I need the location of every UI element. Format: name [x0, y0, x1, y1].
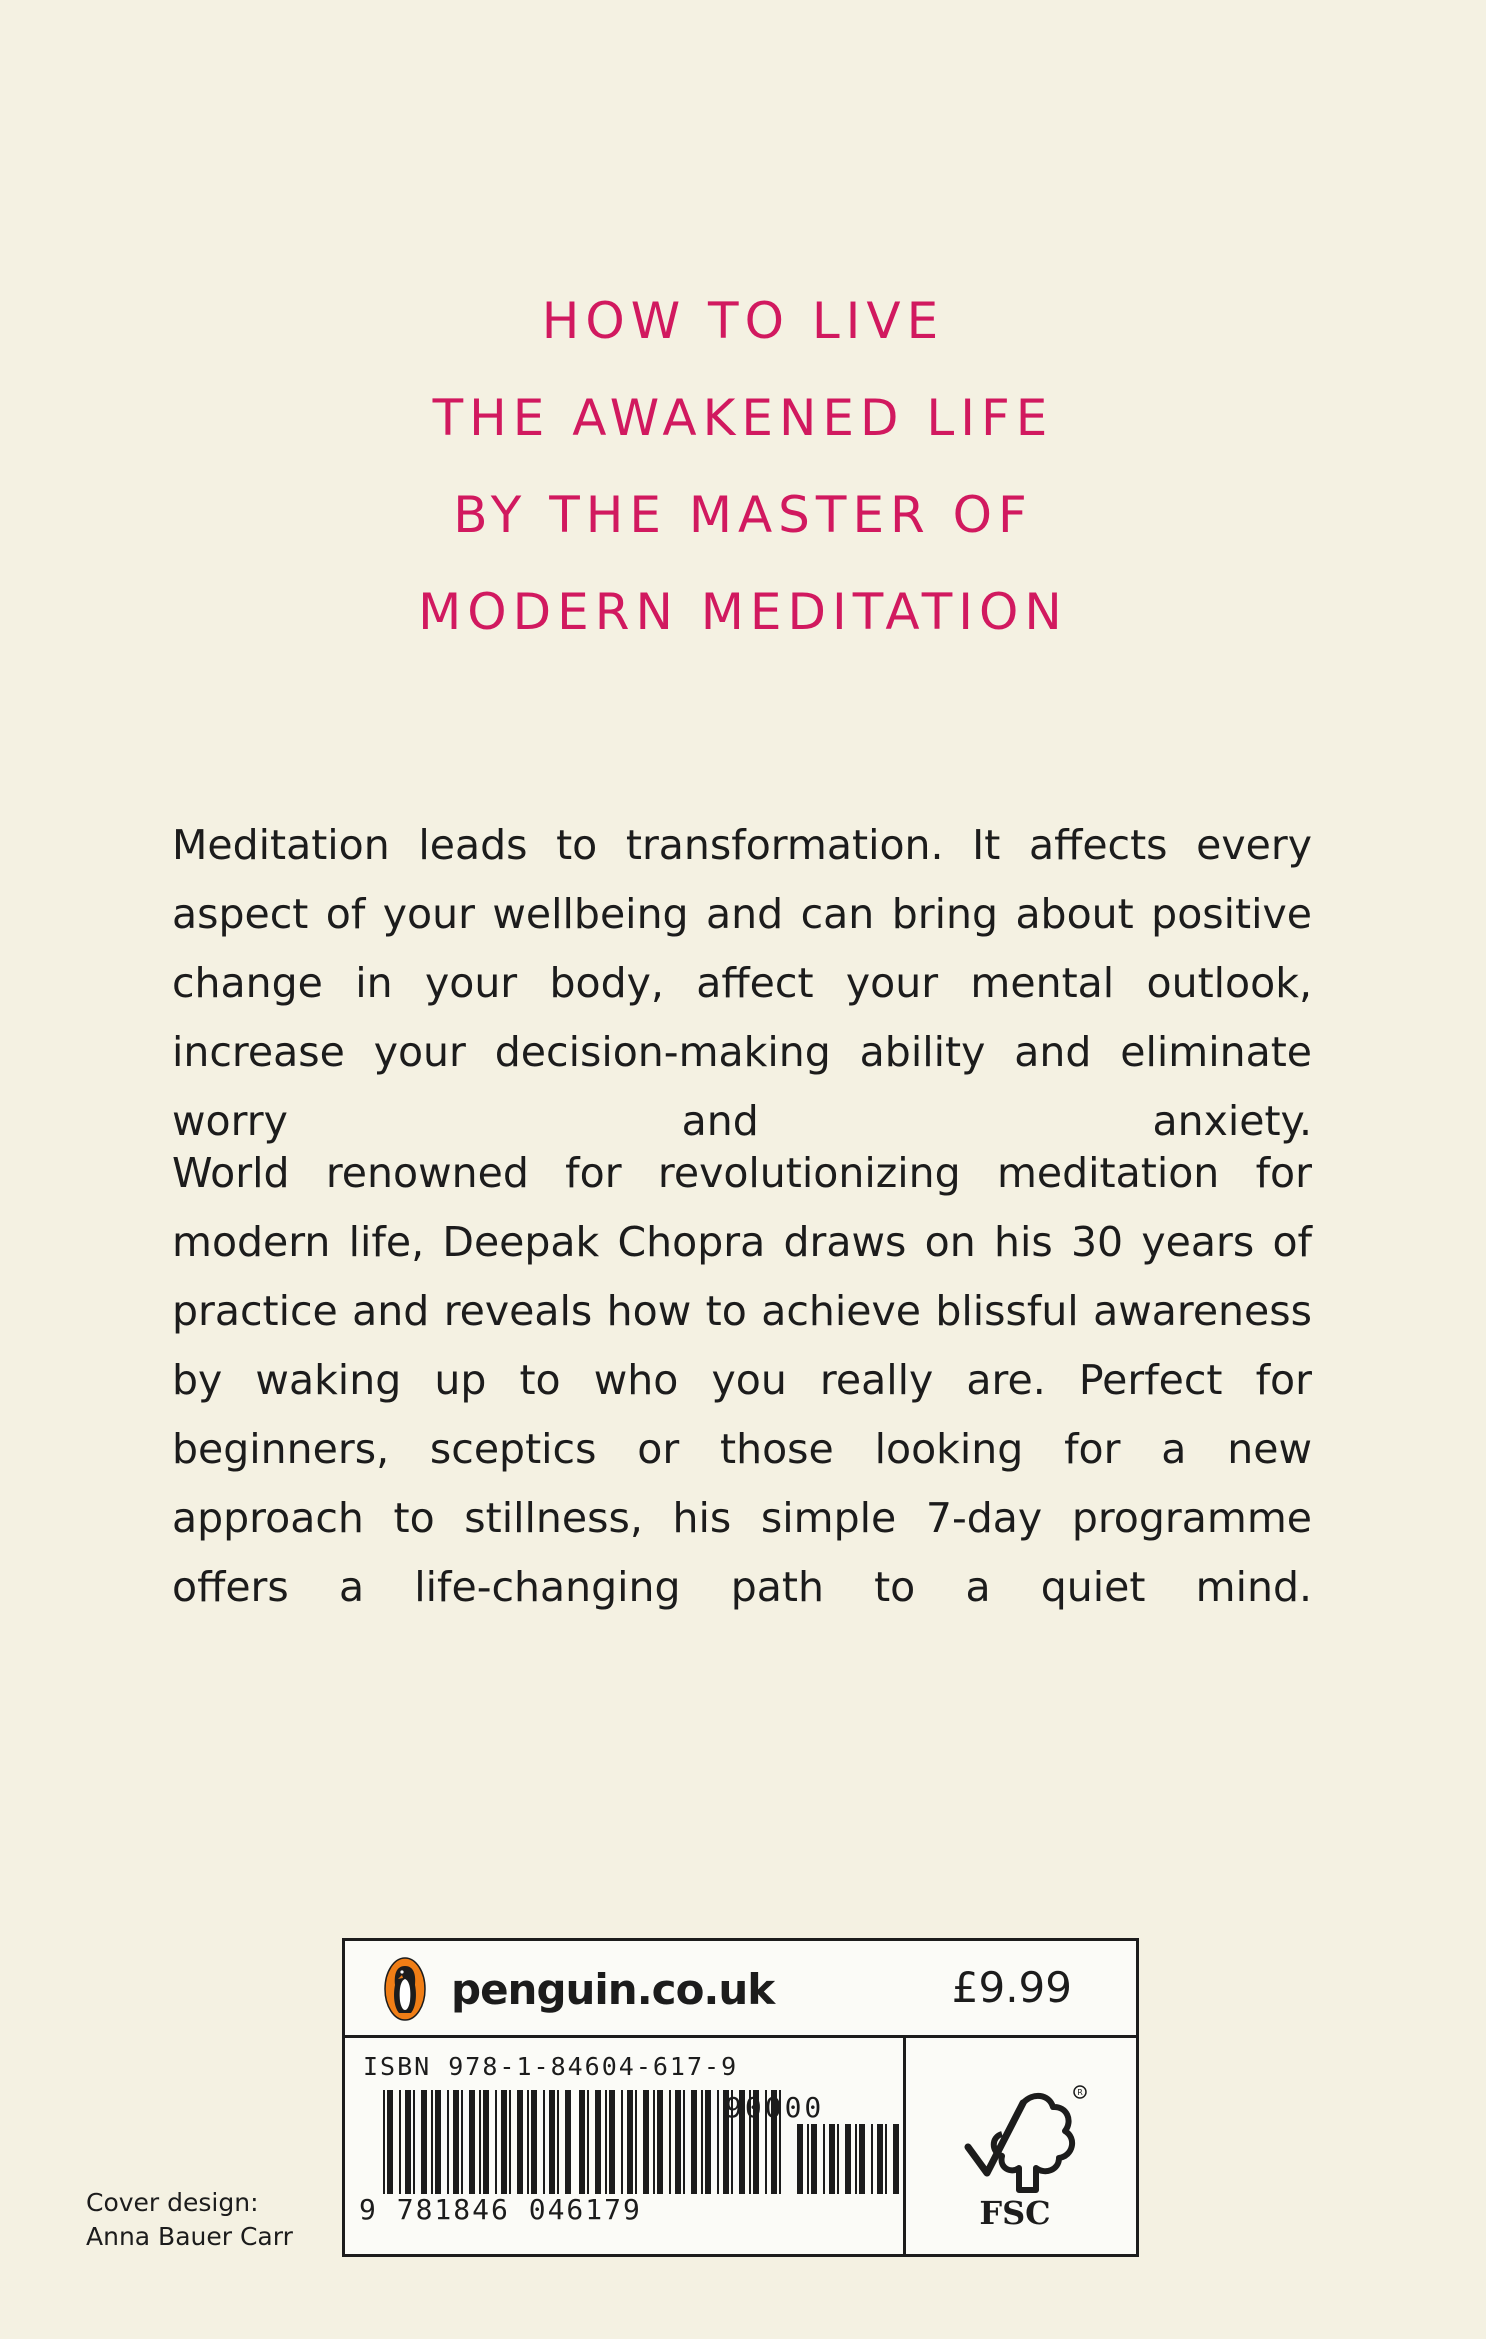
barcode-bar	[829, 2124, 835, 2194]
barcode-bar	[683, 2090, 685, 2194]
barcode-bar	[421, 2090, 427, 2194]
barcode-bar	[531, 2090, 537, 2194]
barcode-bar	[705, 2090, 711, 2194]
barcode-bar	[435, 2090, 441, 2194]
price-barcode-box	[342, 1938, 1139, 2257]
penguin-logo-icon	[384, 1957, 426, 2021]
barcode-bar	[453, 2090, 459, 2194]
credit-label: Cover design:	[86, 2188, 259, 2217]
barcode-bar	[797, 2124, 803, 2194]
divider	[903, 2038, 906, 2254]
barcode-bar	[501, 2090, 507, 2194]
barcode-bar	[387, 2090, 393, 2194]
barcode-bar	[871, 2124, 873, 2194]
publisher-website: penguin.co.uk	[451, 1965, 775, 2014]
barcode-bar	[837, 2124, 839, 2194]
barcode-bar	[479, 2090, 481, 2194]
barcode-bar	[627, 2090, 633, 2194]
barcode-bar	[807, 2124, 809, 2194]
barcode-number: 9 781846 046179	[359, 2193, 642, 2226]
barcode-bar	[509, 2090, 511, 2194]
barcode-bar	[447, 2090, 449, 2194]
barcode-bar	[557, 2090, 559, 2194]
barcode-bar	[657, 2090, 663, 2194]
ean-bars	[383, 2090, 781, 2194]
barcode-bar	[675, 2090, 681, 2194]
cover-design-credit	[86, 2186, 293, 2254]
barcode-bar	[461, 2090, 463, 2194]
barcode-bar	[653, 2090, 655, 2194]
barcode-bar	[811, 2124, 817, 2194]
barcode-bar	[399, 2090, 401, 2194]
barcode-bar	[469, 2090, 475, 2194]
barcode-bar	[701, 2090, 703, 2194]
credit-name: Anna Bauer Carr	[86, 2222, 293, 2251]
barcode-bar	[595, 2090, 601, 2194]
blurb-paragraph-2: World renowned for revolutionizing meditation for modern life, Deepak Chopra draws on his 30 years of practice and reveals how to achieve blissful awareness by waking up to who you really are. Perfect for beginners, sceptics or those looking for a new approach to stillness, his simple 7-day programme offers a life-changing path to a quiet mind.	[172, 1149, 1312, 1611]
fsc-logo-icon	[935, 2074, 1105, 2234]
barcode-bar	[859, 2124, 865, 2194]
barcode-bar	[605, 2090, 607, 2194]
tagline-line: HOW TO LIVE	[541, 292, 945, 350]
isbn: ISBN 978-1-84604-617-9	[363, 2052, 739, 2081]
price: £9.99	[951, 1963, 1072, 2012]
addon-number: 90000	[725, 2091, 825, 2124]
barcode-bar	[495, 2090, 497, 2194]
barcode-bar	[543, 2090, 545, 2194]
tagline-line: THE AWAKENED LIFE	[432, 389, 1054, 447]
tagline-line: MODERN MEDITATION	[418, 583, 1068, 641]
barcode-bar	[609, 2090, 615, 2194]
tagline	[0, 288, 1486, 676]
barcode-bar	[549, 2090, 555, 2194]
barcode-bar	[643, 2090, 649, 2194]
barcode-bar	[483, 2090, 489, 2194]
barcode-bar	[527, 2090, 529, 2194]
barcode-bar	[587, 2090, 589, 2194]
barcode-bar	[517, 2090, 523, 2194]
barcode-bar	[431, 2090, 433, 2194]
blurb-paragraph-1: Meditation leads to transformation. It affects every aspect of your wellbeing and can bring about positive change in your body, affect your mental outlook, increase your decision-making ability and eliminate worry and anxiety.	[172, 821, 1312, 1145]
barcode-bar	[885, 2124, 887, 2194]
barcode-bar	[635, 2090, 637, 2194]
barcode-bar	[405, 2090, 411, 2194]
barcode-bar	[691, 2090, 697, 2194]
barcode-bar	[893, 2124, 899, 2194]
barcode-bar	[579, 2090, 585, 2194]
price-box-header	[345, 1941, 1136, 2038]
barcode-bar	[413, 2090, 415, 2194]
barcode-bar	[621, 2090, 623, 2194]
barcode-bar	[855, 2124, 857, 2194]
barcode	[383, 2090, 903, 2194]
barcode-bar	[383, 2090, 385, 2194]
addon-bars	[797, 2124, 899, 2194]
barcode-bar	[823, 2124, 825, 2194]
barcode-bar	[877, 2124, 883, 2194]
barcode-bar	[717, 2090, 719, 2194]
barcode-bar	[845, 2124, 851, 2194]
fsc-label: FSC	[979, 2194, 1051, 2232]
barcode-bar	[669, 2090, 671, 2194]
svg-text:R: R	[1077, 2088, 1083, 2097]
barcode-bar	[565, 2090, 571, 2194]
tagline-line: BY THE MASTER OF	[453, 486, 1033, 544]
